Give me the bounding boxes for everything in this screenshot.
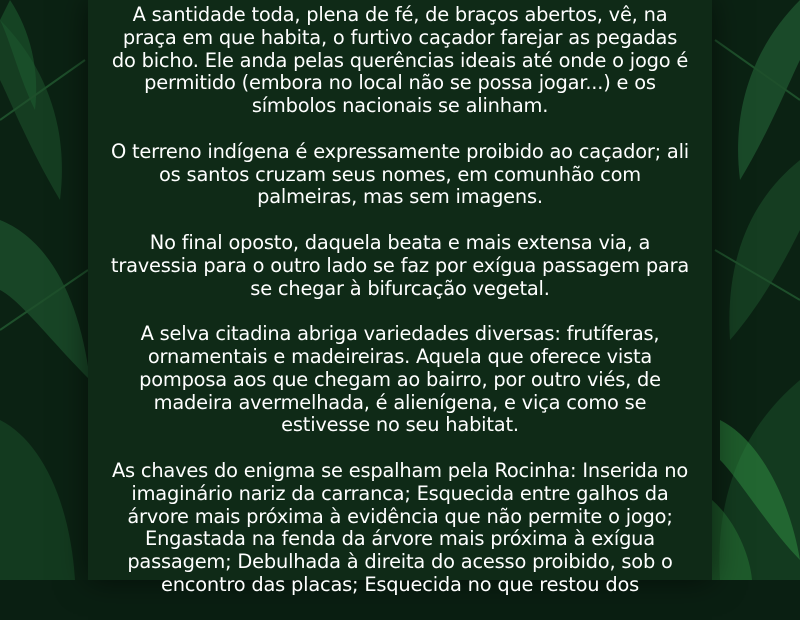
leaf-shape [0, 420, 75, 580]
paragraph-1: A santidade toda, plena de fé, de braços abertos, vê, na praça em que habita, o furtivo caçador farejar as pegadas do bicho. Ele anda pelas querências ideais até onde o jogo é permitido (embora no local não se possa jogar...) e os símbolos nacionais se alinham. [111, 3, 689, 118]
paragraph-3: No final oposto, daquela beata e mais extensa via, a travessia para o outro lado se faz por exígua passagem para se chegar à bifurcação vegetal. [110, 230, 690, 300]
paragraph-5: As chaves do enigma se espalham pela Rocinha: Inserida no imaginário nariz da carranca; Esquecida entre galhos da árvore mais próxima à evidência que não permite o jogo; Engastada na fenda da árvore mais próxima à exígua passagem; Debulhada à direita do acesso proibido, sob o encontro das placas; Esquecida no que restou dos [111, 458, 689, 596]
leaf-shape [738, 0, 800, 180]
paragraph-4: A selva citadina abriga variedades diversas: frutíferas, ornamentais e madeireiras. Aquela que oferece vista pomposa aos que chegam ao bairro, por outro viés, de madeira avermelhada, é alienígena, e viça como se estivesse no seu habitat. [139, 322, 661, 437]
leaf-shape [0, 20, 62, 200]
paragraph-2: O terreno indígena é expressamente proibido ao caçador; ali os santos cruzam seus nomes, em comunhão com palmeiras, mas sem imagens. [111, 139, 689, 209]
leaf-shape [729, 160, 800, 340]
story-text [110, 4, 690, 620]
